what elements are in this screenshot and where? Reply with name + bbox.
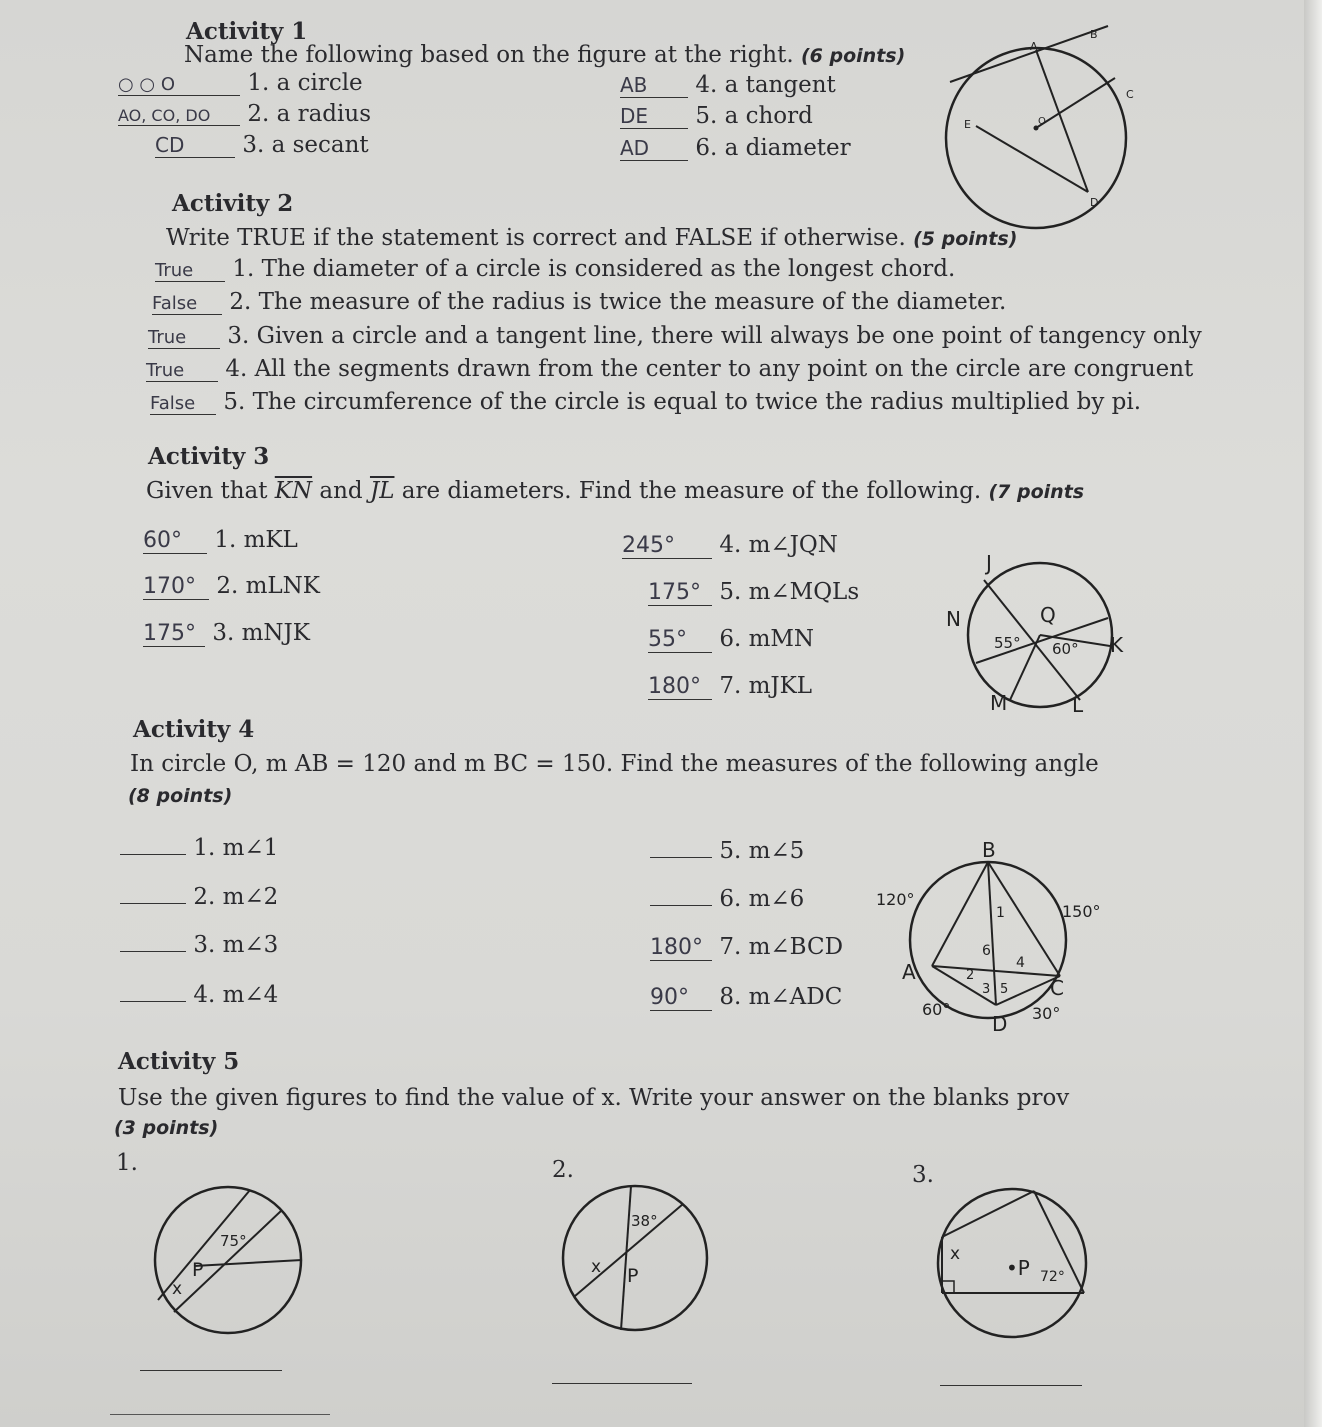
activity1-item-5 <box>620 103 813 129</box>
label-b: B <box>1090 28 1098 41</box>
answer-blank[interactable]: 60° <box>143 528 207 554</box>
item-label: 4. All the segments drawn from the center to any point on the circle are congruent <box>225 356 1194 382</box>
activity3-title: Activity 3 <box>148 443 270 470</box>
label-c: C <box>1126 88 1134 101</box>
activity4-item-3 <box>120 932 278 958</box>
answer-blank[interactable]: 180° <box>650 935 712 961</box>
answer-blank[interactable]: False <box>150 393 216 415</box>
activity5-instruction: Use the given figures to find the value of x. Write your answer on the blanks prov <box>118 1085 1070 1111</box>
angle-55: 55° <box>994 634 1021 652</box>
answer-blank[interactable]: 175° <box>143 621 205 647</box>
answer-blank[interactable] <box>650 857 712 858</box>
item-label: 1. The diameter of a circle is considered as the longest chord. <box>232 256 956 282</box>
angle-1: 1 <box>996 905 1005 921</box>
answer-blank[interactable]: True <box>148 327 220 349</box>
angle-5: 5 <box>1000 982 1009 997</box>
activity2-title: Activity 2 <box>172 190 294 217</box>
item-label: 4. m∠JQN <box>719 532 838 558</box>
activity1-instruction <box>184 42 905 68</box>
activity4-item-1 <box>120 835 278 861</box>
item-label: 2. m∠2 <box>193 884 279 910</box>
label-a: A <box>902 960 916 984</box>
item-label: 2. The measure of the radius is twice the measure of the diameter. <box>229 289 1007 315</box>
label-m: M <box>990 691 1008 715</box>
label-c: C <box>1050 976 1064 1000</box>
activity3-item-4 <box>622 532 838 559</box>
answer-blank[interactable]: AO, CO, DO <box>118 106 240 126</box>
activity2-instruction-text: Write TRUE if the statement is correct and FALSE if otherwise. <box>166 225 906 251</box>
activity4-item-4 <box>120 982 278 1008</box>
label-q: Q <box>1040 603 1056 627</box>
activity2-item-5 <box>150 389 1141 415</box>
answer-blank[interactable]: 175° <box>648 580 712 606</box>
activity4-item-8 <box>650 984 842 1011</box>
answer-blank[interactable]: 55° <box>648 627 712 653</box>
answer-blank[interactable]: 90° <box>650 985 712 1011</box>
var-label: x <box>172 1279 183 1299</box>
item-label: 3. Given a circle and a tangent line, there will always be one point of tangency only <box>227 323 1202 349</box>
item-label: 6. mMN <box>719 626 815 652</box>
item-label: 1. m∠1 <box>193 835 279 861</box>
item-label: 5. The circumference of the circle is equal to twice the radius multiplied by pi. <box>223 389 1142 415</box>
answer-blank[interactable]: AD <box>620 136 688 161</box>
item-label: 1. a circle <box>247 70 363 96</box>
instruction-mid: and <box>319 478 363 504</box>
angle-6: 6 <box>982 943 991 959</box>
activity3-item-1 <box>143 527 298 554</box>
arc-60: 60° <box>922 1000 951 1019</box>
label-e: E <box>964 118 971 131</box>
activity4-points: (8 points) <box>128 785 233 807</box>
segment-kn: $\overline{KN}$ <box>274 478 313 504</box>
answer-blank[interactable]: ○ ○ O <box>118 74 240 96</box>
arc-30: 30° <box>1032 1004 1061 1023</box>
figure-1-number: 1. <box>116 1150 138 1176</box>
label-n: N <box>946 607 961 631</box>
angle-label: 72° <box>1040 1269 1065 1285</box>
activity4-item-6 <box>650 886 804 912</box>
activity3-item-3 <box>143 620 310 647</box>
activity3-item-6 <box>648 626 814 653</box>
instruction-pre: Given that <box>146 478 268 504</box>
var-label: x <box>591 1257 602 1277</box>
segment-jl: $\overline{JL}$ <box>369 478 395 504</box>
activity2-instruction <box>166 225 1017 251</box>
answer-blank[interactable]: 245° <box>622 533 712 559</box>
label-o: O <box>1038 116 1046 127</box>
center-label: P <box>192 1259 204 1281</box>
activity1-points: (6 points) <box>800 45 906 67</box>
activity4-title: Activity 4 <box>133 716 255 743</box>
answer-blank[interactable] <box>650 905 712 906</box>
item-label: 1. mKL <box>214 527 298 553</box>
bottom-rule <box>110 1414 330 1415</box>
activity3-instruction <box>146 478 1084 504</box>
activity3-item-2 <box>143 573 320 600</box>
answer-blank-2[interactable] <box>552 1383 692 1384</box>
activity2-item-3 <box>148 323 1202 349</box>
activity5-points: (3 points) <box>114 1117 219 1139</box>
arc-120: 120° <box>876 890 915 909</box>
activity5-figure-3 <box>930 1185 1100 1345</box>
activity1-item-2 <box>118 101 371 127</box>
answer-blank-3[interactable] <box>940 1385 1082 1386</box>
activity2-points: (5 points) <box>913 228 1018 250</box>
item-label: 3. mNJK <box>212 620 310 646</box>
item-label: 6. m∠6 <box>719 886 805 912</box>
answer-blank[interactable] <box>120 951 186 952</box>
instruction-post: are diameters. Find the measure of the following. <box>401 478 982 504</box>
activity1-circle-figure <box>940 30 1140 230</box>
activity1-item-3 <box>155 132 369 158</box>
answer-blank[interactable] <box>120 854 186 855</box>
figure-3-number: 3. <box>912 1162 934 1188</box>
angle-2: 2 <box>966 968 975 983</box>
activity5-title: Activity 5 <box>118 1048 240 1075</box>
item-label: 4. a tangent <box>695 72 836 98</box>
item-label: 5. m∠MQLs <box>719 579 860 605</box>
activity1-title: Activity 1 <box>186 18 308 45</box>
item-label: 4. m∠4 <box>193 982 279 1008</box>
activity3-points: (7 points <box>988 481 1085 503</box>
activity3-item-7 <box>648 673 812 700</box>
item-label: 6. a diameter <box>695 135 851 161</box>
activity4-item-5 <box>650 838 804 864</box>
center-label: •P <box>1006 1256 1030 1280</box>
var-label: x <box>950 1244 961 1264</box>
answer-blank[interactable] <box>120 1001 186 1002</box>
angle-3: 3 <box>982 982 991 997</box>
activity1-item-4 <box>620 72 836 98</box>
label-j: J <box>986 551 992 575</box>
angle-label: 75° <box>220 1232 247 1250</box>
activity3-circle-figure <box>940 550 1140 720</box>
answer-blank[interactable]: CD <box>155 133 235 158</box>
angle-label: 38° <box>631 1212 658 1230</box>
item-label: 3. a secant <box>242 132 369 158</box>
item-label: 8. m∠ADC <box>719 984 843 1010</box>
answer-blank[interactable]: DE <box>620 104 688 129</box>
answer-blank[interactable]: 180° <box>648 674 712 700</box>
page-edge <box>1304 0 1322 1427</box>
item-label: 2. mLNK <box>216 573 320 599</box>
answer-blank-1[interactable] <box>140 1370 282 1371</box>
figure-2-number: 2. <box>552 1157 574 1183</box>
answer-blank[interactable]: True <box>155 260 225 282</box>
label-l: L <box>1072 693 1084 717</box>
activity4-item-7 <box>650 934 843 961</box>
activity2-item-1 <box>155 256 955 282</box>
item-label: 7. mJKL <box>719 673 813 699</box>
item-label: 3. m∠3 <box>193 932 279 958</box>
answer-blank[interactable]: False <box>152 293 222 315</box>
activity2-item-2 <box>152 289 1006 315</box>
activity1-instruction-text: Name the following based on the figure at the right. <box>184 42 794 68</box>
activity3-item-5 <box>648 579 859 606</box>
activity1-item-6 <box>620 135 851 161</box>
answer-blank[interactable]: AB <box>620 73 688 98</box>
answer-blank[interactable]: True <box>146 360 218 382</box>
item-label: 2. a radius <box>247 101 371 127</box>
arc-150: 150° <box>1062 902 1101 921</box>
label-d: D <box>992 1012 1008 1036</box>
activity2-item-4 <box>146 356 1193 382</box>
item-label: 5. m∠5 <box>719 838 805 864</box>
activity5-figure-1 <box>150 1180 310 1340</box>
angle-4: 4 <box>1016 955 1025 971</box>
angle-60: 60° <box>1052 640 1079 658</box>
center-label: P <box>627 1265 639 1287</box>
activity4-instruction: In circle O, m AB = 120 and m BC = 150. Find the measures of the following angle <box>130 751 1099 777</box>
activity5-figure-2 <box>555 1178 715 1338</box>
activity1-item-1 <box>118 70 363 96</box>
activity4-item-2 <box>120 884 278 910</box>
label-d: D <box>1090 196 1099 209</box>
answer-blank[interactable] <box>120 903 186 904</box>
label-k: K <box>1110 633 1124 657</box>
item-label: 5. a chord <box>695 103 813 129</box>
answer-blank[interactable]: 170° <box>143 574 209 600</box>
item-label: 7. m∠BCD <box>719 934 844 960</box>
activity4-circle-figure <box>870 835 1130 1035</box>
label-b: B <box>982 838 996 862</box>
label-a: A <box>1030 40 1038 53</box>
